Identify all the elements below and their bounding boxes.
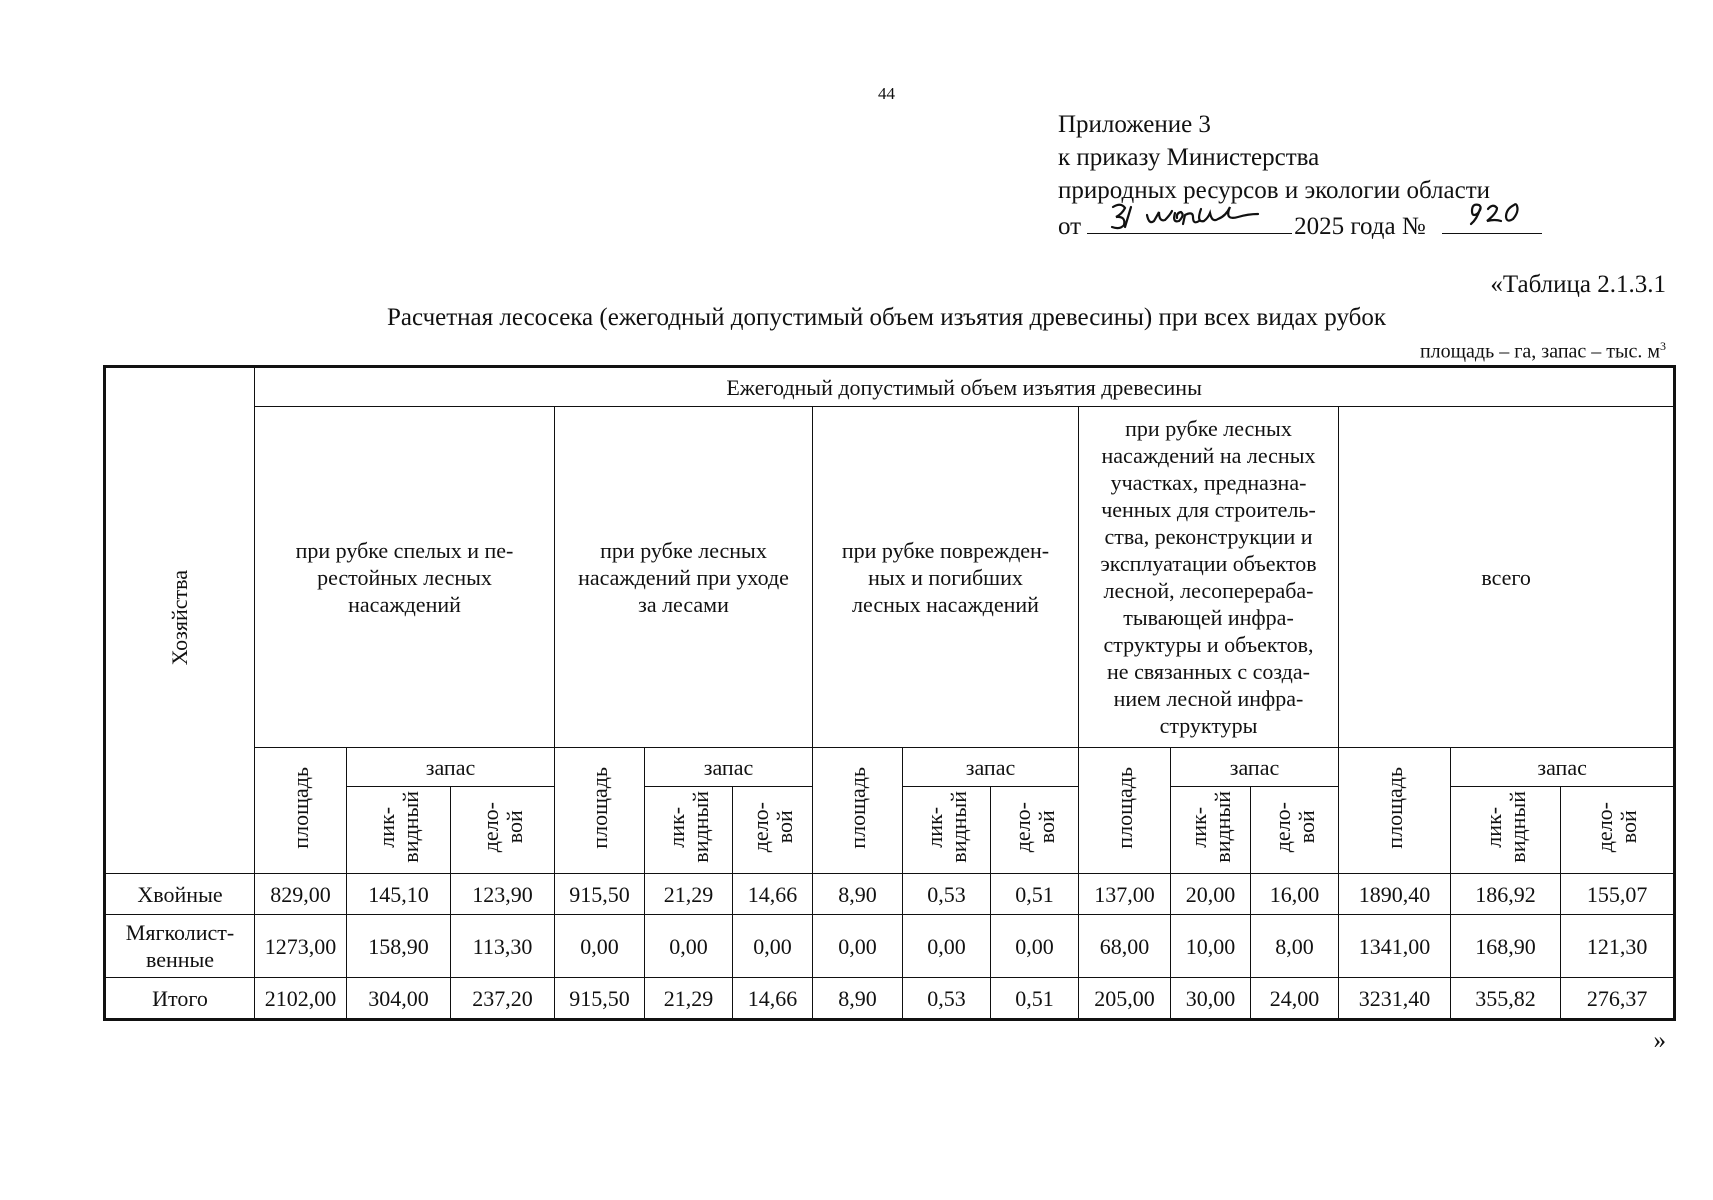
table-cell: 276,37 [1561, 978, 1675, 1020]
table-cell: 0,00 [813, 915, 903, 978]
area-header: площадь [813, 748, 903, 874]
group-header-construction: при рубке лесных насаждений на лесных участках, предназна- ченных для строитель- ства, реконструкции и эксплуатации объектов лесной, лесоперераба- тывающей инфра- структуры и объектов, не связанных с созда- нием лесной инфра- структуры [1079, 407, 1339, 748]
main-header: Ежегодный допустимый объем изъятия древесины [255, 367, 1675, 407]
business-header: дело- вой [733, 787, 813, 874]
table-cell: 168,90 [1451, 915, 1561, 978]
closing-quote: » [1653, 1027, 1666, 1054]
table-cell: 186,92 [1451, 874, 1561, 915]
table-cell: 915,50 [555, 874, 645, 915]
row-name: Итого [105, 978, 255, 1020]
table-label: «Таблица 2.1.3.1 [1490, 271, 1666, 298]
table-cell: 355,82 [1451, 978, 1561, 1020]
table-cell: 1341,00 [1339, 915, 1451, 978]
appendix-line-2: к приказу Министерства [1058, 144, 1320, 171]
table-cell: 205,00 [1079, 978, 1171, 1020]
row-header-cell [105, 367, 255, 874]
table-cell: 10,00 [1171, 915, 1251, 978]
table-cell: 137,00 [1079, 874, 1171, 915]
table-cell: 1890,40 [1339, 874, 1451, 915]
table-cell: 121,30 [1561, 915, 1675, 978]
area-header: площадь [555, 748, 645, 874]
table-cell: 3231,40 [1339, 978, 1451, 1020]
year-number-text: 2025 года № [1294, 213, 1426, 240]
table-cell: 304,00 [347, 978, 451, 1020]
group-header-damaged: при рубке поврежден- ных и погибших лесных насаждений [813, 407, 1079, 748]
liquid-header: лик- видный [645, 787, 733, 874]
area-header: площадь [255, 748, 347, 874]
table-row [105, 874, 1675, 915]
table-cell: 30,00 [1171, 978, 1251, 1020]
table-cell: 20,00 [1171, 874, 1251, 915]
business-header: дело- вой [991, 787, 1079, 874]
table-cell: 2102,00 [255, 978, 347, 1020]
liquid-header: лик- видный [1171, 787, 1251, 874]
table-cell: 24,00 [1251, 978, 1339, 1020]
table-row [105, 915, 1675, 978]
table-cell: 8,90 [813, 978, 903, 1020]
table-cell: 915,50 [555, 978, 645, 1020]
row-name: Мягколист- венные [105, 915, 255, 978]
table-cell: 0,00 [645, 915, 733, 978]
table-cell: 0,53 [903, 978, 991, 1020]
stock-header: запас [903, 748, 1079, 787]
document-title: Расчетная лесосека (ежегодный допустимый объем изъятия древесины) при всех видах рубок [386, 304, 1387, 331]
stock-header: запас [1171, 748, 1339, 787]
table-cell: 0,00 [903, 915, 991, 978]
table-cell: 113,30 [451, 915, 555, 978]
table-cell: 123,90 [451, 874, 555, 915]
liquid-header: лик- видный [347, 787, 451, 874]
handwritten-date [1087, 207, 1292, 234]
table-cell: 1273,00 [255, 915, 347, 978]
row-header-label: Хозяйства [167, 569, 192, 666]
appendix-date-line [1058, 207, 1542, 243]
units-note [1420, 339, 1666, 364]
table-cell: 145,10 [347, 874, 451, 915]
page-number: 44 [878, 84, 895, 103]
liquid-header: лик- видный [903, 787, 991, 874]
appendix-block [1058, 108, 1542, 243]
group-header-total: всего [1339, 407, 1675, 748]
table-cell: 0,51 [991, 874, 1079, 915]
units-superscript: 3 [1660, 339, 1666, 353]
table-cell: 155,07 [1561, 874, 1675, 915]
appendix-line-1: Приложение 3 [1058, 111, 1211, 138]
business-header: дело- вой [1561, 787, 1675, 874]
business-header: дело- вой [451, 787, 555, 874]
table-cell: 829,00 [255, 874, 347, 915]
table-cell: 14,66 [733, 978, 813, 1020]
business-header: дело- вой [1251, 787, 1339, 874]
appendix-line-3: природных ресурсов и экологии области [1058, 177, 1491, 204]
table-cell: 0,51 [991, 978, 1079, 1020]
table-cell: 68,00 [1079, 915, 1171, 978]
table-cell: 21,29 [645, 874, 733, 915]
table-cell: 237,20 [451, 978, 555, 1020]
table-cell: 16,00 [1251, 874, 1339, 915]
table-cell: 14,66 [733, 874, 813, 915]
table-cell: 0,53 [903, 874, 991, 915]
group-header-thinning: при рубке лесных насаждений при уходе за лесами [555, 407, 813, 748]
stock-header: запас [645, 748, 813, 787]
units-text: площадь – га, запас – тыс. м [1419, 340, 1660, 363]
stock-header: запас [1451, 748, 1675, 787]
row-name: Хвойные [105, 874, 255, 915]
table-cell: 8,00 [1251, 915, 1339, 978]
liquid-header: лик- видный [1451, 787, 1561, 874]
table-cell: 21,29 [645, 978, 733, 1020]
table-cell: 8,90 [813, 874, 903, 915]
table-row-total [105, 978, 1675, 1020]
table-cell: 158,90 [347, 915, 451, 978]
table-cell: 0,00 [991, 915, 1079, 978]
harvest-table [103, 365, 1676, 1021]
from-label: от [1058, 213, 1082, 240]
handwritten-number [1442, 207, 1542, 234]
table-cell: 0,00 [733, 915, 813, 978]
stock-header: запас [347, 748, 555, 787]
area-header: площадь [1339, 748, 1451, 874]
area-header: площадь [1079, 748, 1171, 874]
group-header-mature: при рубке спелых и пе- рестойных лесных насаждений [255, 407, 555, 748]
table-cell: 0,00 [555, 915, 645, 978]
